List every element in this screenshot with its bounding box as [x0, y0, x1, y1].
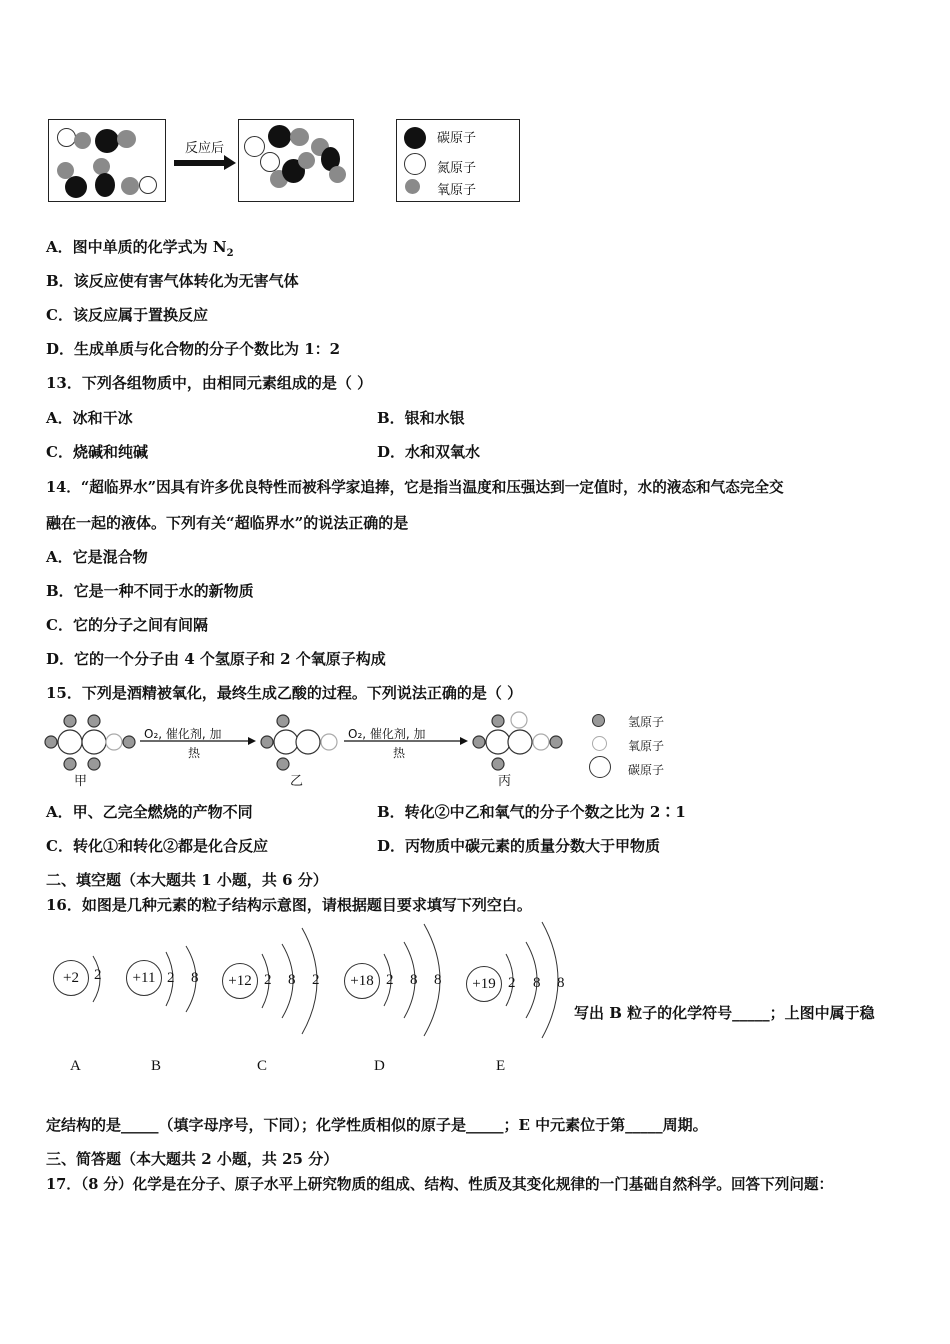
- reaction-arrow-icon: [172, 152, 238, 172]
- particle-letter-b: B: [151, 1058, 162, 1074]
- nitrogen-legend-label: 氮原子: [437, 161, 477, 176]
- oxygen-legend-label: 氧原子: [628, 739, 665, 753]
- shell-electrons: 2: [312, 972, 320, 988]
- particle-letter-e: E: [496, 1058, 506, 1074]
- carbon-legend-icon: [404, 127, 426, 149]
- shell-electrons: 2: [264, 972, 272, 988]
- oxygen-atom: [290, 128, 309, 146]
- nitrogen-legend-icon: [404, 153, 426, 175]
- arrow2-icon: [342, 736, 472, 746]
- shell-electrons: 2: [94, 967, 102, 983]
- q16-continued-text: 定结构的是_____（填字母序号，下同）；化学性质相似的原子是_____；E 中元素位于第_____周期。: [46, 1116, 708, 1134]
- oxygen-atom: [329, 166, 346, 183]
- q14-option-b: B．它是一种不同于水的新物质: [46, 582, 254, 600]
- q15-stem: 15．下列是酒精被氧化，最终生成乙酸的过程。下列说法正确的是（ ）: [46, 684, 523, 702]
- q17-stem: 17．（8 分）化学是在分子、原子水平上研究物质的组成、结构、性质及其变化规律的一门基础自然科学。回答下列问题：: [46, 1176, 834, 1193]
- q15-option-c: C．转化①和转化②都是化合反应: [46, 837, 268, 855]
- acetaldehyde-molecule: [258, 713, 338, 773]
- subscript: 2: [226, 248, 234, 259]
- q13-option-d: D．水和双氧水: [377, 443, 481, 461]
- q12-option-b: B．该反应使有害气体转化为无害气体: [46, 272, 299, 290]
- section2-heading: 二、填空题（本大题共 1 小题，共 6 分）: [46, 871, 328, 889]
- arrow1-bottom-label: 热: [188, 746, 201, 760]
- particle-letter-a: A: [70, 1058, 81, 1074]
- carbon-legend-label: 碳原子: [628, 763, 665, 777]
- carbon-atom: [95, 173, 115, 197]
- oxygen-atom: [298, 152, 315, 169]
- nucleus: +19: [466, 966, 502, 1002]
- nucleus: +11: [126, 960, 162, 996]
- particle-letter-c: C: [257, 1058, 268, 1074]
- q12-option-a-text: A．图中单质的化学式为 N: [46, 238, 227, 256]
- shell-electrons: 8: [533, 975, 541, 991]
- q12-option-d: D．生成单质与化合物的分子个数比为 1：2: [46, 340, 341, 358]
- shell-electrons: 8: [557, 975, 565, 991]
- oxygen-legend-label: 氧原子: [437, 183, 477, 198]
- q12-option-a: [46, 236, 234, 259]
- shell-electrons: 8: [288, 972, 296, 988]
- q13-option-a: A．冰和干冰: [46, 409, 133, 427]
- ethanol-molecule: [42, 713, 142, 773]
- q15-option-d: D．丙物质中碳元素的质量分数大于甲物质: [377, 837, 661, 855]
- acetaldehyde-label: 乙: [290, 774, 304, 789]
- shell-electrons: 8: [410, 972, 418, 988]
- carbon-atom: [268, 125, 291, 148]
- q14-option-d: D．它的一个分子由 4 个氢原子和 2 个氧原子构成: [46, 650, 386, 668]
- arrow1-top-label: O₂, 催化剂, 加: [144, 727, 222, 741]
- arrow2-bottom-label: 热: [393, 746, 406, 760]
- oxygen-atom: [74, 132, 91, 149]
- q15-option-b: B．转化②中乙和氧气的分子个数之比为 2∶1: [377, 803, 686, 821]
- hydrogen-legend-icon: [592, 714, 605, 727]
- shell-electrons: 2: [386, 972, 394, 988]
- shell-electrons: 8: [434, 972, 442, 988]
- q14-option-a: A．它是混合物: [46, 548, 148, 566]
- nucleus: +12: [222, 963, 258, 999]
- q14-stem-line2: 融在一起的液体。下列有关“超临界水”的说法正确的是: [46, 514, 409, 532]
- oxygen-legend-icon: [592, 736, 607, 751]
- q16-stem: 16．如图是几种元素的粒子结构示意图，请根据题目要求填写下列空白。: [46, 896, 532, 914]
- q13-option-c: C．烧碱和纯碱: [46, 443, 148, 461]
- carbon-legend-label: 碳原子: [437, 131, 477, 146]
- reaction-arrow-label: 反应后: [185, 141, 225, 156]
- nucleus: +2: [53, 960, 89, 996]
- ethanol-label: 甲: [74, 774, 88, 789]
- nitrogen-atom: [244, 136, 265, 157]
- carbon-atom: [95, 129, 119, 153]
- oxygen-legend-icon: [405, 179, 420, 194]
- shell-electrons: 2: [167, 970, 175, 986]
- q14-option-c: C．它的分子之间有间隔: [46, 616, 208, 634]
- q12-option-c: C．该反应属于置换反应: [46, 306, 208, 324]
- shell-electrons: 2: [508, 975, 516, 991]
- nucleus: +18: [344, 963, 380, 999]
- hydrogen-legend-label: 氢原子: [628, 715, 665, 729]
- carbon-atom: [65, 176, 87, 198]
- section3-heading: 三、简答题（本大题共 2 小题，共 25 分）: [46, 1150, 339, 1168]
- q15-option-a: A．甲、乙完全燃烧的产物不同: [46, 803, 253, 821]
- shell-electrons: 8: [191, 970, 199, 986]
- q14-stem-line1: 14．“超临界水”因具有许多优良特性而被科学家追捧，它是指当温度和压强达到一定值时，水的液态和气态完全交: [46, 479, 784, 496]
- oxygen-atom: [117, 130, 136, 148]
- nitrogen-atom: [260, 152, 280, 172]
- q16-side-text: 写出 B 粒子的化学符号_____；上图中属于稳: [574, 1004, 875, 1022]
- particle-letter-d: D: [374, 1058, 385, 1074]
- electron-shells: [158, 942, 210, 1016]
- nitrogen-atom: [57, 128, 76, 147]
- oxygen-atom: [121, 177, 139, 195]
- acetic-acid-molecule: [470, 711, 565, 773]
- nitrogen-atom: [139, 176, 157, 194]
- q13-option-b: B．银和水银: [377, 409, 465, 427]
- acetic-acid-label: 丙: [498, 774, 512, 789]
- arrow2-top-label: O₂, 催化剂, 加: [348, 727, 426, 741]
- q13-stem: 13．下列各组物质中，由相同元素组成的是（ ）: [46, 374, 373, 392]
- carbon-legend-icon: [589, 756, 611, 778]
